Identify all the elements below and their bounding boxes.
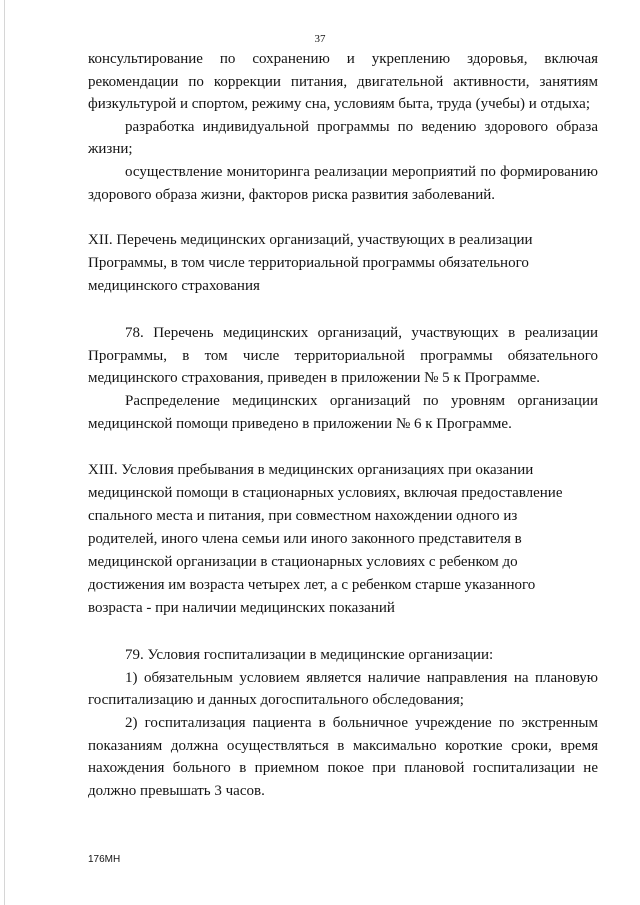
section-13-heading-line: достижения им возраста четырех лет, а с ребенком старше указанного [88, 577, 536, 594]
section-13-paragraph-79: 79. Условия госпитализации в медицинские организации: [125, 647, 494, 664]
section-12-heading [88, 229, 598, 298]
section-12-paragraph-78: 78. Перечень медицинских организаций, участвующих в реализации Программы, в том числе территориальной программы обязательного медицинского страхования, приведен в приложении № 5 к Программе. [88, 325, 598, 387]
section-13-heading [88, 459, 598, 620]
section-13-heading-line: медицинской помощи в стационарных условиях, включая предоставление [88, 485, 563, 502]
section-13-item-2: 2) госпитализация пациента в больничное учреждение по экстренным показаниям должна осуществляться в максимально короткие сроки, время нахождения больного в приемном покое при плановой госпитализации не должно превышать 3 часов. [88, 714, 598, 799]
page-content [88, 48, 598, 802]
intro-paragraph-1: консультирование по сохранению и укреплению здоровья, включая рекомендации по коррекции питания, двигательной активности, занятиям физкультурой и спортом, режиму сна, условиям быта, труда (учебы) и отдыха; [88, 51, 598, 113]
intro-paragraph-3: осуществление мониторинга реализации мероприятий по формированию здорового образа жизни, факторов риска развития заболеваний. [88, 163, 598, 203]
section-13-heading-line: возраста - при наличии медицинских показаний [88, 600, 395, 617]
scan-edge-line [4, 0, 5, 905]
section-12-paragraph-distribution: Распределение медицинских организаций по уровням организации медицинской помощи приведено в приложении № 6 к Программе. [88, 392, 598, 432]
intro-paragraph-2: разработка индивидуальной программы по ведению здорового образа жизни; [88, 118, 598, 158]
section-13-heading-line: XIII. Условия пребывания в медицинских организациях при оказании [88, 462, 534, 479]
section-13-heading-line: родителей, иного члена семьи или иного законного представителя в [88, 531, 522, 548]
section-12-heading-line: XII. Перечень медицинских организаций, участвующих в реализации [88, 232, 533, 249]
section-13-heading-line: спального места и питания, при совместном нахождении одного из [88, 508, 518, 525]
section-12-heading-line: медицинского страхования [88, 278, 260, 295]
page-number: 37 [314, 33, 326, 45]
section-13-heading-line: медицинской организации в стационарных условиях с ребенком до [88, 554, 518, 571]
section-13-item-1: 1) обязательным условием является наличие направления на плановую госпитализацию и данных догоспитального обследования; [88, 669, 598, 709]
section-12-heading-line: Программы, в том числе территориальной программы обязательного [88, 255, 529, 272]
document-code: 176МН [88, 854, 121, 865]
